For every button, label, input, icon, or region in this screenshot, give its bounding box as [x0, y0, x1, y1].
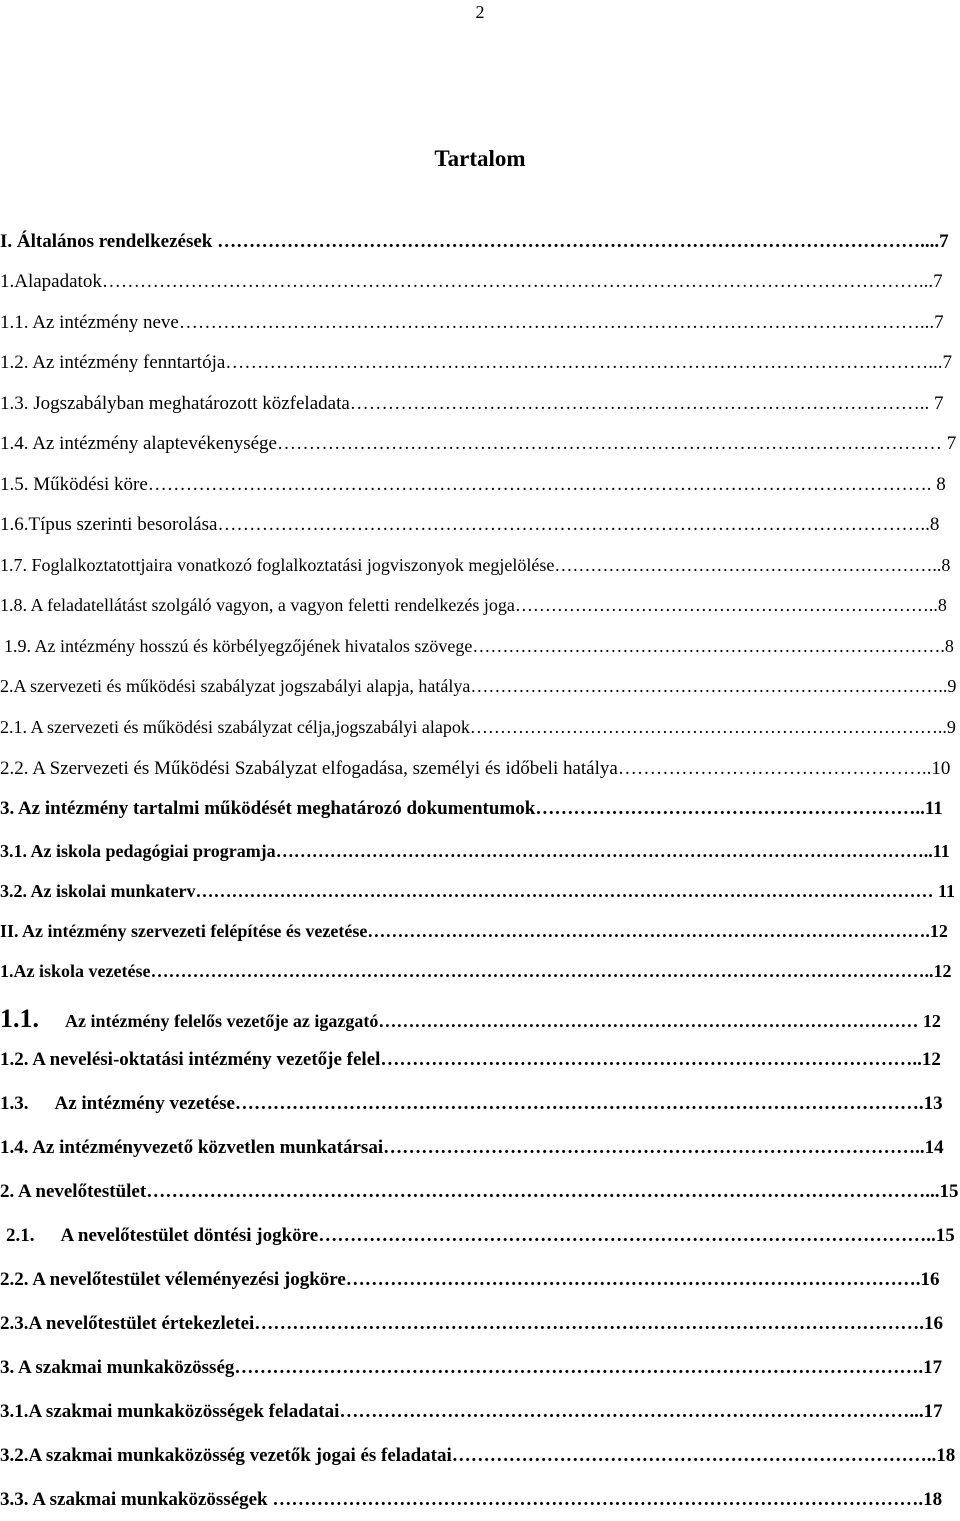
toc-entry-page: 15	[939, 1181, 959, 1202]
toc-entry-label: 3. Az intézmény tartalmi működését meghatározó dokumentumok	[0, 798, 536, 819]
toc-entry-leader: ……………………………………………………..	[535, 798, 925, 819]
toc-entry-page: 16	[920, 1269, 940, 1290]
toc-entry-leader: …………………………………………	[617, 758, 922, 779]
toc-entry-leader: ……………………………………………………………………………………………….	[234, 1093, 924, 1114]
toc-entry-label: A nevelőtestület döntési jogköre	[60, 1225, 319, 1246]
toc-entry-number: 1.1.	[0, 1004, 39, 1033]
toc-entry-page: ..10	[921, 758, 951, 779]
toc-entry-label: 1.3. Jogszabályban meghatározott közfeladata	[0, 393, 350, 414]
toc-entry[interactable]	[6, 1226, 955, 1245]
toc-entry-page: 12	[929, 921, 948, 941]
toc-entry[interactable]	[0, 677, 956, 695]
toc-entry-leader: ………………………………………………………………………………………………………...	[178, 312, 935, 333]
toc-entry-page: 12	[922, 1011, 941, 1031]
toc-entry[interactable]	[0, 1182, 958, 1201]
toc-entry-page: 11	[938, 881, 956, 901]
page-number: 2	[475, 2, 485, 22]
toc-entry-leader: …………………………………………………………………………………………………………….	[147, 474, 937, 495]
toc-entry-label: Az intézmény felelős vezetője az igazgató	[65, 1011, 379, 1031]
toc-entry-leader: ……………………………………………………………………………………………………………...	[146, 1181, 940, 1202]
toc-entry[interactable]	[0, 1358, 942, 1377]
toc-entry-leader: …………………………………………………………………………………………….	[254, 1313, 925, 1334]
toc-entry-label: 2.3.A nevelőtestület értekezletei	[0, 1313, 255, 1334]
toc-entry-page: 11	[924, 798, 943, 819]
toc-entry-page: .9	[942, 717, 956, 737]
toc-entry-leader: ……………………………………………………………………………………..	[318, 1225, 936, 1246]
toc-entry-page: 15	[935, 1225, 955, 1246]
toc-entry-leader: …………………………………………………………………………………………………………………...	[101, 271, 934, 292]
toc-entry-page: 7	[942, 352, 953, 373]
toc-entry-page: 8	[936, 474, 946, 495]
toc-entry-label: 3. A szakmai munkaközösség	[0, 1357, 235, 1378]
toc-entry-label: 3.3. A szakmai munkaközösségek	[0, 1489, 273, 1510]
toc-entry-label: 1.2. A nevelési-oktatási intézmény vezetője felel	[0, 1049, 381, 1070]
toc-entry-label: 1.9. Az intézmény hosszú és körbélyegzőjének hivatalos szövege	[4, 636, 473, 656]
toc-entry-label: 1.8. A feladatellátást szolgáló vagyon, a vagyon feletti rendelkezés joga	[0, 595, 515, 615]
toc-entry-page: 17	[923, 1401, 943, 1422]
toc-entry-page: 12	[933, 961, 952, 981]
toc-entry-leader: ………………………………………………………..	[554, 555, 942, 575]
toc-entry[interactable]	[0, 799, 943, 818]
toc-entry-label: 1.Az iskola vezetése	[0, 961, 151, 981]
toc-entry[interactable]	[0, 1314, 943, 1333]
toc-entry[interactable]	[0, 434, 956, 453]
toc-entry-leader: ………………………………………………………………………………...	[339, 1401, 924, 1422]
toc-entry-label: 1.2. Az intézmény fenntartója	[0, 352, 226, 373]
toc-entry-leader: ……………………………………………………………………………………………	[276, 433, 947, 454]
toc-entry[interactable]	[0, 882, 955, 900]
toc-entry-label: 1.4. Az intézményvezető közvetlen munkatársai	[0, 1137, 384, 1158]
toc-entry-page: 16	[924, 1313, 944, 1334]
toc-entry[interactable]	[0, 1490, 942, 1509]
toc-entry[interactable]	[0, 596, 947, 614]
toc-entry-leader: ………………………………………………………………………………………….	[272, 1489, 924, 1510]
toc-entry-leader: …………………………………………………………………………………………………...	[217, 231, 935, 252]
toc-entry[interactable]	[0, 1050, 941, 1069]
toc-entry-leader: ……………………………………………………………………………………………………………	[195, 881, 939, 901]
toc-entry-label: 3.1. Az iskola pedagógiai programja	[0, 841, 276, 861]
toc-entry-label: 2.2. A nevelőtestület véleményezési jogköre	[0, 1269, 346, 1290]
toc-entry-page: .7	[934, 231, 949, 252]
toc-entry-label: I. Általános rendelkezések	[0, 231, 218, 252]
toc-entry-number: 2.1.	[6, 1225, 35, 1246]
toc-entry[interactable]	[0, 1446, 955, 1465]
toc-entry-label: 2.2. A Szervezeti és Működési Szabályzat elfogadása, személyi és időbeli hatálya	[0, 758, 618, 779]
toc-entry-page: 8	[929, 514, 940, 535]
toc-entry-page: 7	[934, 312, 944, 333]
toc-entry[interactable]	[0, 718, 956, 736]
toc-entry-page: 7	[934, 393, 944, 414]
toc-entry[interactable]	[0, 842, 950, 860]
toc-entry-leader: …………………………………………………………………….	[472, 636, 945, 656]
toc-entry[interactable]	[0, 759, 950, 778]
toc-entry-page: 7	[946, 433, 957, 454]
toc-entry-leader: …………………………………………………………………………………………………...	[225, 352, 943, 373]
toc-entry-page: 8	[941, 555, 951, 575]
toc-entry-leader: …………………………………………………………………….	[469, 717, 943, 737]
toc-entry-leader: …………………………………………………………………………………………………..	[217, 514, 930, 535]
toc-entry-label: 3.1.A szakmai munkaközösségek feladatai	[0, 1401, 340, 1422]
toc-entry[interactable]	[0, 232, 949, 251]
toc-entry-page: 12	[921, 1049, 941, 1070]
toc-entry[interactable]	[0, 475, 946, 494]
toc-entry-page: 9	[947, 676, 957, 696]
toc-entry-leader: …………………………………………………………………………..	[380, 1049, 922, 1070]
toc-entry-leader: ……………………………………………………………………..	[470, 676, 948, 696]
toc-entry-page: 8	[944, 636, 954, 656]
toc-entry-label: 1.Alapadatok	[0, 271, 102, 292]
toc-entry-page: 17	[923, 1357, 943, 1378]
toc-entry-leader: ………………………………………………………………………………….	[367, 921, 930, 941]
toc-entry-label: 1.6.Típus szerinti besorolása	[0, 514, 218, 535]
toc-entry-label: 1.1. Az intézmény neve	[0, 312, 179, 333]
toc-entry-label: II. Az intézmény szervezeti felépítése és vezetése	[0, 921, 368, 941]
toc-entry[interactable]	[0, 1138, 944, 1157]
toc-entry-page: 11	[932, 841, 950, 861]
toc-entry[interactable]	[0, 1270, 940, 1289]
toc-entry-leader: ………………………………………………………………………………	[378, 1011, 923, 1031]
toc-entry[interactable]	[0, 922, 948, 940]
toc-entry-leader: ……………………………………………………………………………….	[345, 1269, 921, 1290]
toc-entry-page: 8	[937, 595, 947, 615]
toc-entry[interactable]	[0, 313, 944, 332]
toc-entry[interactable]	[0, 962, 951, 980]
toc-entry-label: 1.5. Működési köre	[0, 474, 148, 495]
toc-entry[interactable]	[0, 353, 952, 372]
toc-entry-page: 18	[936, 1445, 956, 1466]
toc-entry-page: 13	[923, 1093, 943, 1114]
toc-entry-label: 2. A nevelőtestület	[0, 1181, 147, 1202]
toc-entry[interactable]	[0, 1006, 941, 1032]
toc-title: Tartalom	[434, 146, 526, 171]
toc-entry-label: Az intézmény vezetése	[54, 1093, 235, 1114]
toc-entry[interactable]	[0, 394, 944, 413]
toc-entry-label: 1.4. Az intézmény alaptevékenysége	[0, 433, 277, 454]
toc-entry[interactable]	[0, 1094, 943, 1113]
toc-entry-page: 18	[923, 1489, 943, 1510]
toc-entry-leader: ………………………………………………………………………………..	[349, 393, 935, 414]
toc-entry-label: 2.A szervezeti és működési szabályzat jogszabályi alapja, hatálya	[0, 676, 471, 696]
toc-entry-label: 2.1. A szervezeti és működési szabályzat célja,jogszabályi alapok	[0, 717, 470, 737]
toc-entry-page: 14	[924, 1137, 944, 1158]
toc-entry-leader: …………………………………………………………………………..	[383, 1137, 925, 1158]
toc-entry-leader: ……………………………………………………………………………………………….	[234, 1357, 924, 1378]
toc-entry-label: 3.2. Az iskolai munkaterv	[0, 881, 196, 901]
toc-entry-label: 1.7. Foglalkoztatottjaira vonatkozó foglalkoztatási jogviszonyok megjelölése	[0, 555, 555, 575]
toc-entry[interactable]	[0, 556, 950, 574]
toc-entry-page: 7	[933, 271, 943, 292]
toc-entry-leader: ……………………………………………………………..	[514, 595, 938, 615]
toc-entry[interactable]	[0, 272, 943, 291]
toc-entry-number: 1.3.	[0, 1093, 29, 1114]
toc-entry[interactable]	[0, 1402, 943, 1421]
toc-entry[interactable]	[0, 515, 939, 534]
toc-entry-leader: …………………………………………………………………..	[451, 1445, 937, 1466]
toc-entry-leader: ………………………………………………………………………………………………..	[275, 841, 933, 861]
toc-entry[interactable]	[4, 637, 954, 655]
toc-entry-leader: …………………………………………………………………………………………………………………..	[150, 961, 934, 981]
toc-entry-label: 3.2.A szakmai munkaközösség vezetők jogai és feladatai	[0, 1445, 452, 1466]
